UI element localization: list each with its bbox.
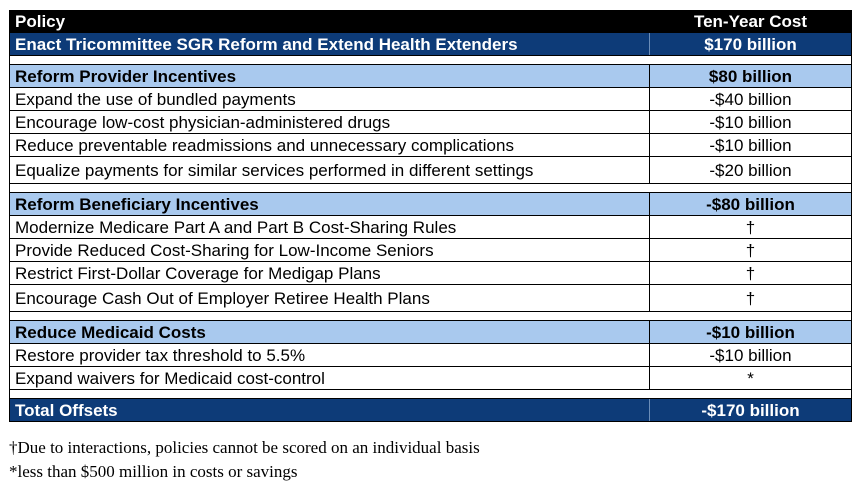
table-row (9, 88, 852, 111)
section-cost: -$80 billion (706, 195, 795, 214)
table-row (9, 157, 852, 184)
section-cost: -$10 billion (706, 323, 795, 342)
row-policy: Encourage Cash Out of Employer Retiree Health Plans (10, 285, 650, 311)
table-row (9, 239, 852, 262)
header-policy: Policy (15, 12, 66, 31)
total-policy: Total Offsets (10, 399, 650, 421)
table-row (9, 344, 852, 367)
row-policy: Expand waivers for Medicaid cost-control (10, 367, 650, 389)
row-cost: † (745, 241, 756, 260)
row-cost: -$10 billion (709, 346, 792, 365)
row-policy: Encourage low-cost physician-administered drugs (10, 111, 650, 133)
table-row (9, 262, 852, 285)
row-cost: * (747, 369, 754, 388)
section-medicaid-costs (9, 321, 852, 344)
total-offsets-row (9, 399, 852, 422)
row-policy: Restrict First-Dollar Coverage for Medigap Plans (10, 262, 650, 284)
row-cost: -$40 billion (709, 90, 792, 109)
row-policy: Restore provider tax threshold to 5.5% (10, 344, 650, 366)
row-cost: -$10 billion (709, 136, 792, 155)
row-policy: Provide Reduced Cost-Sharing for Low-Income Seniors (10, 239, 650, 261)
footnote-asterisk: *less than $500 million in costs or savings (9, 462, 298, 481)
section-title: Reform Beneficiary Incentives (10, 193, 650, 215)
section-title: Reduce Medicaid Costs (10, 321, 650, 343)
row-cost: † (745, 218, 756, 237)
spacer-row (9, 312, 852, 321)
row-cost: † (745, 264, 756, 283)
footnote-dagger: †Due to interactions, policies cannot be scored on an individual basis (9, 438, 480, 457)
spacer-row (9, 56, 852, 65)
row-policy: Modernize Medicare Part A and Part B Cost-Sharing Rules (10, 216, 650, 238)
sgr-reform-cost: $170 billion (704, 35, 797, 54)
row-cost: -$10 billion (709, 113, 792, 132)
table-row (9, 111, 852, 134)
section-title: Reform Provider Incentives (10, 65, 650, 87)
table-row (9, 216, 852, 239)
row-cost: -$20 billion (709, 161, 792, 180)
spacer-row (9, 390, 852, 399)
section-beneficiary-incentives (9, 193, 852, 216)
row-policy: Expand the use of bundled payments (10, 88, 650, 110)
table-row (9, 134, 852, 157)
section-cost: $80 billion (708, 67, 793, 86)
total-cost: -$170 billion (701, 401, 800, 420)
header-cost: Ten-Year Cost (693, 12, 808, 31)
table-row (9, 367, 852, 390)
row-policy: Reduce preventable readmissions and unnecessary complications (10, 134, 650, 156)
sgr-reform-row (9, 33, 852, 56)
section-provider-incentives (9, 65, 852, 88)
table-row (9, 285, 852, 312)
spacer-row (9, 184, 852, 193)
policy-cost-table (9, 10, 852, 422)
table-header-row (9, 10, 852, 33)
footnotes (9, 436, 480, 484)
row-cost: † (745, 289, 756, 308)
sgr-reform-policy: Enact Tricommittee SGR Reform and Extend Health Extenders (10, 33, 650, 55)
row-policy: Equalize payments for similar services performed in different settings (10, 157, 650, 183)
